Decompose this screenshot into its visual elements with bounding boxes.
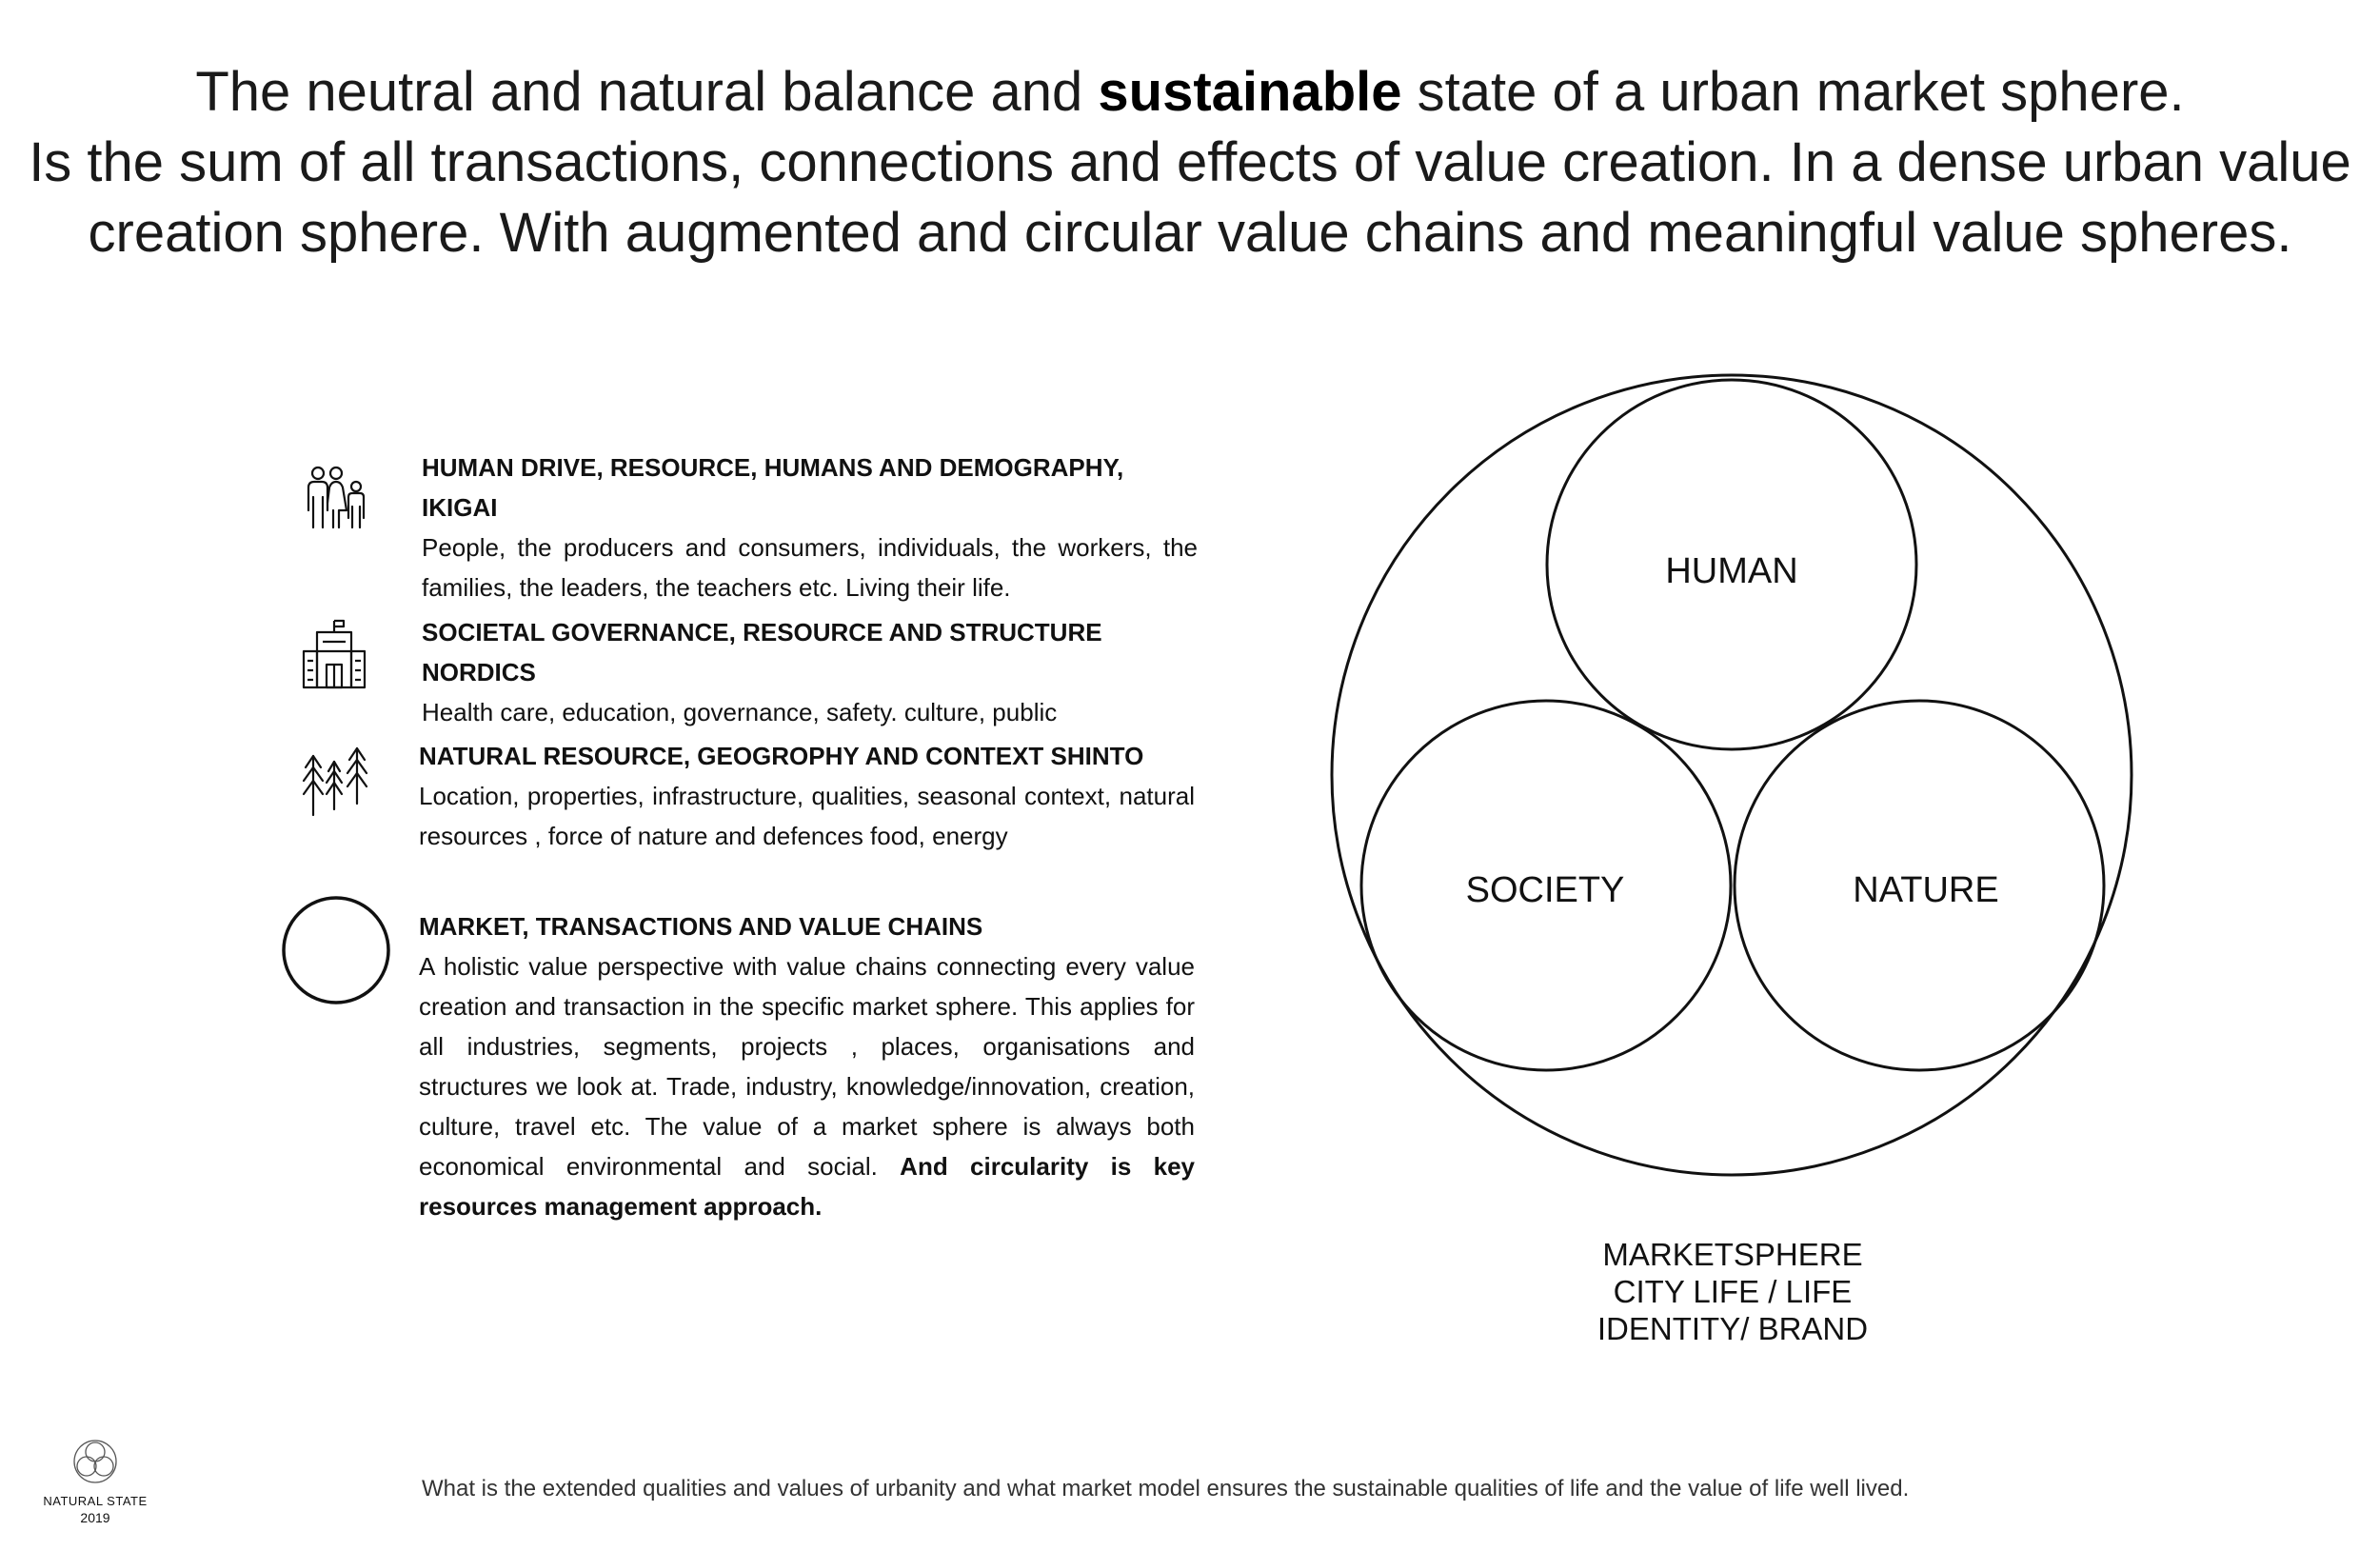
headline-line-1-start: The neutral and natural balance and [195,61,1099,123]
market-sphere-circle [1332,375,2132,1175]
caption-line-city-life: CITY LIFE / LIFE [1613,1274,1853,1309]
caption-line-identity-brand: IDENTITY/ BRAND [1597,1311,1869,1346]
legend-title-human: HUMAN DRIVE, RESOURCE, HUMANS AND DEMOGRAPHY, IKIGAI [422,453,1124,522]
footer-question: What is the extended qualities and values of urbanity and what market model ensures the sustainable qualities of life and the value of life well lived. [422,1476,1910,1501]
legend-description-market-emphasis: And circularity is key resources management approach. [419,1152,1196,1221]
legend-text-society [422,612,1198,732]
human-label: HUMAN [1665,551,1798,591]
legend-title-society: SOCIETAL GOVERNANCE, RESOURCE AND STRUCTURE NORDICS [422,618,1102,686]
market-sphere-caption [1485,1236,1980,1347]
legend-description-society: Health care, education, governance, safety. culture, public [422,698,1058,726]
caption-line-marketsphere: MARKETSPHERE [1602,1237,1863,1272]
trees-icon [300,743,376,824]
people-icon [303,465,371,542]
legend-text-nature [419,736,1195,856]
logo-mark-icon [71,1438,119,1485]
legend-title-nature: NATURAL RESOURCE, GEOGROPHY AND CONTEXT SHINTO [419,742,1144,770]
legend-description-human: People, the producers and consumers, individuals, the workers, the families, the leaders, the teachers etc. Living their life. [422,533,1198,602]
headline-line-1-end: state of a urban market sphere. [1401,61,2185,123]
legend-title-market: MARKET, TRANSACTIONS AND VALUE CHAINS [419,912,983,941]
building-icon [300,617,368,694]
logo-year: 2019 [80,1510,110,1525]
headline [0,57,2380,268]
legend-description-market-text: A holistic value perspective with value chains connecting every value creation and transaction in the specific market sphere. This applies for all industries, segments, projects , places, organisations and structures we look at. Trade, industry, knowledge/innovation, creation, culture, travel etc. The value of a market sphere is always both economical environmental and social. [419,952,1195,1181]
headline-line-1 [0,57,2380,128]
nature-label: NATURE [1853,870,1999,910]
circle-icon [279,893,393,1012]
natural-state-logo [43,1438,148,1525]
society-label: SOCIETY [1465,870,1625,910]
legend-description-market [419,946,1195,1226]
headline-line-2: Is the sum of all transactions, connections and effects of value creation. In a dense urban value [29,131,2351,193]
headline-line-3: creation sphere. With augmented and circular value chains and meaningful value spheres. [88,202,2292,264]
legend-text-human [422,447,1198,607]
legend-text-market [419,906,1195,1226]
headline-emphasis: sustainable [1098,61,1402,123]
market-sphere-diagram [1328,371,2147,1195]
logo-name: NATURAL STATE [43,1494,148,1508]
legend-description-nature: Location, properties, infrastructure, qualities, seasonal context, natural resources , force of nature and defences food, energy [419,782,1195,850]
